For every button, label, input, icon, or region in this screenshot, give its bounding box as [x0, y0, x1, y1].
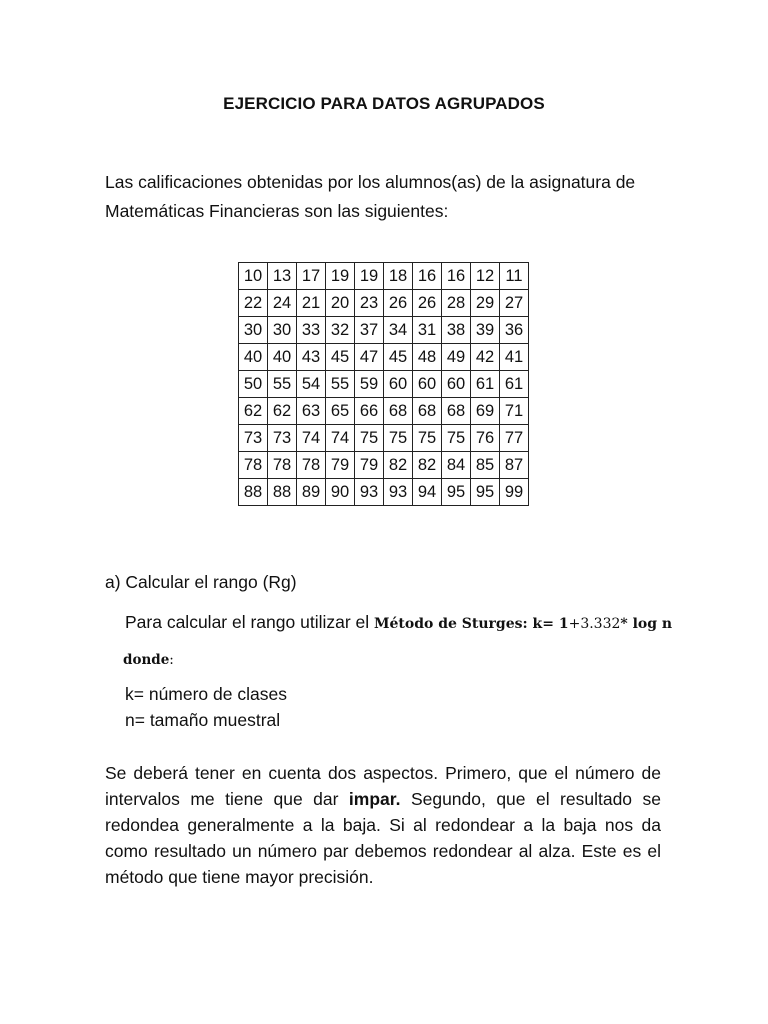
table-cell: 68 [384, 398, 413, 425]
table-cell: 21 [297, 290, 326, 317]
table-cell: 32 [326, 317, 355, 344]
table-cell: 30 [239, 317, 268, 344]
donde-text: donde [123, 652, 170, 668]
table-cell: 55 [268, 371, 297, 398]
table-cell: 73 [268, 425, 297, 452]
table-cell: 26 [413, 290, 442, 317]
paragraph-part2: Segundo, que el resultado se redondea generalmente a la baja. Si al redondear a la baja nos da como resultado un número par debemos redondear al alza. Este es el método que tiene mayor precisión. [105, 789, 661, 887]
table-cell: 79 [326, 452, 355, 479]
table-cell: 55 [326, 371, 355, 398]
grades-table-body [239, 263, 529, 506]
table-cell: 66 [355, 398, 384, 425]
table-cell: 75 [384, 425, 413, 452]
table-cell: 12 [471, 263, 500, 290]
table-cell: 24 [268, 290, 297, 317]
table-cell: 50 [239, 371, 268, 398]
table-cell: 78 [239, 452, 268, 479]
table-cell: 60 [413, 371, 442, 398]
table-cell: 85 [471, 452, 500, 479]
table-cell: 19 [326, 263, 355, 290]
paragraph-bold-impar: impar. [348, 789, 401, 809]
sturges-formula [374, 616, 672, 632]
table-row [239, 263, 529, 290]
table-cell: 68 [442, 398, 471, 425]
table-cell: 78 [297, 452, 326, 479]
table-cell: 49 [442, 344, 471, 371]
table-cell: 93 [355, 479, 384, 506]
page-title: EJERCICIO PARA DATOS AGRUPADOS [223, 94, 545, 113]
table-cell: 74 [297, 425, 326, 452]
intro-paragraph: Las calificaciones obtenidas por los alumnos(as) de la asignatura de Matemáticas Financieras son las siguientes: [105, 172, 636, 221]
table-cell: 77 [500, 425, 529, 452]
table-cell: 60 [442, 371, 471, 398]
table-cell: 10 [239, 263, 268, 290]
table-cell: 42 [471, 344, 500, 371]
table-cell: 82 [384, 452, 413, 479]
table-cell: 65 [326, 398, 355, 425]
table-cell: 26 [384, 290, 413, 317]
table-row [239, 479, 529, 506]
table-cell: 16 [442, 263, 471, 290]
table-cell: 90 [326, 479, 355, 506]
donde-label [123, 652, 174, 668]
table-row [239, 452, 529, 479]
table-cell: 48 [413, 344, 442, 371]
table-cell: 74 [326, 425, 355, 452]
table-row [239, 371, 529, 398]
table-cell: 19 [355, 263, 384, 290]
table-cell: 75 [442, 425, 471, 452]
table-cell: 69 [471, 398, 500, 425]
table-cell: 40 [239, 344, 268, 371]
paragraph-part1: Se deberá tener en cuenta dos aspectos. Primero, que el número de intervalos me tiene que dar [105, 763, 661, 809]
table-cell: 20 [326, 290, 355, 317]
table-cell: 43 [297, 344, 326, 371]
table-row [239, 344, 529, 371]
table-cell: 95 [471, 479, 500, 506]
section-a-heading: a) Calcular el rango (Rg) [105, 572, 297, 592]
table-cell: 76 [471, 425, 500, 452]
table-cell: 94 [413, 479, 442, 506]
table-row [239, 398, 529, 425]
table-row [239, 425, 529, 452]
table-cell: 62 [268, 398, 297, 425]
table-cell: 89 [297, 479, 326, 506]
table-cell: 34 [384, 317, 413, 344]
table-cell: 54 [297, 371, 326, 398]
table-cell: 45 [384, 344, 413, 371]
table-cell: 82 [413, 452, 442, 479]
table-cell: 36 [500, 317, 529, 344]
table-cell: 23 [355, 290, 384, 317]
table-cell: 63 [297, 398, 326, 425]
table-cell: 61 [500, 371, 529, 398]
table-cell: 29 [471, 290, 500, 317]
table-cell: 84 [442, 452, 471, 479]
definition-k: k= número de clases [125, 684, 287, 704]
table-cell: 60 [384, 371, 413, 398]
table-cell: 78 [268, 452, 297, 479]
table-cell: 22 [239, 290, 268, 317]
table-cell: 99 [500, 479, 529, 506]
table-cell: 95 [442, 479, 471, 506]
table-cell: 75 [355, 425, 384, 452]
grades-table [238, 262, 529, 506]
table-cell: 11 [500, 263, 529, 290]
table-cell: 45 [326, 344, 355, 371]
table-cell: 31 [413, 317, 442, 344]
method-formula-end: * log n [620, 616, 673, 632]
method-formula-num: +3.332 [568, 616, 621, 632]
table-cell: 40 [268, 344, 297, 371]
sturges-method-line [125, 612, 672, 633]
table-cell: 61 [471, 371, 500, 398]
method-prefix: Para calcular el rango utilizar el [125, 612, 375, 632]
definition-n: n= tamaño muestral [125, 710, 281, 730]
table-cell: 88 [239, 479, 268, 506]
table-cell: 75 [413, 425, 442, 452]
table-cell: 38 [442, 317, 471, 344]
table-cell: 18 [384, 263, 413, 290]
table-cell: 73 [239, 425, 268, 452]
table-row [239, 317, 529, 344]
table-cell: 71 [500, 398, 529, 425]
explanation-paragraph [105, 760, 661, 890]
table-cell: 13 [268, 263, 297, 290]
table-cell: 28 [442, 290, 471, 317]
method-name: Método de Sturges: k= 1 [374, 616, 569, 632]
donde-colon: : [169, 652, 174, 668]
table-cell: 87 [500, 452, 529, 479]
table-cell: 16 [413, 263, 442, 290]
table-cell: 88 [268, 479, 297, 506]
table-cell: 30 [268, 317, 297, 344]
table-cell: 41 [500, 344, 529, 371]
table-cell: 93 [384, 479, 413, 506]
table-cell: 59 [355, 371, 384, 398]
table-cell: 39 [471, 317, 500, 344]
table-cell: 47 [355, 344, 384, 371]
table-cell: 27 [500, 290, 529, 317]
table-cell: 17 [297, 263, 326, 290]
table-cell: 37 [355, 317, 384, 344]
table-cell: 33 [297, 317, 326, 344]
table-row [239, 290, 529, 317]
table-cell: 62 [239, 398, 268, 425]
table-cell: 79 [355, 452, 384, 479]
table-cell: 68 [413, 398, 442, 425]
